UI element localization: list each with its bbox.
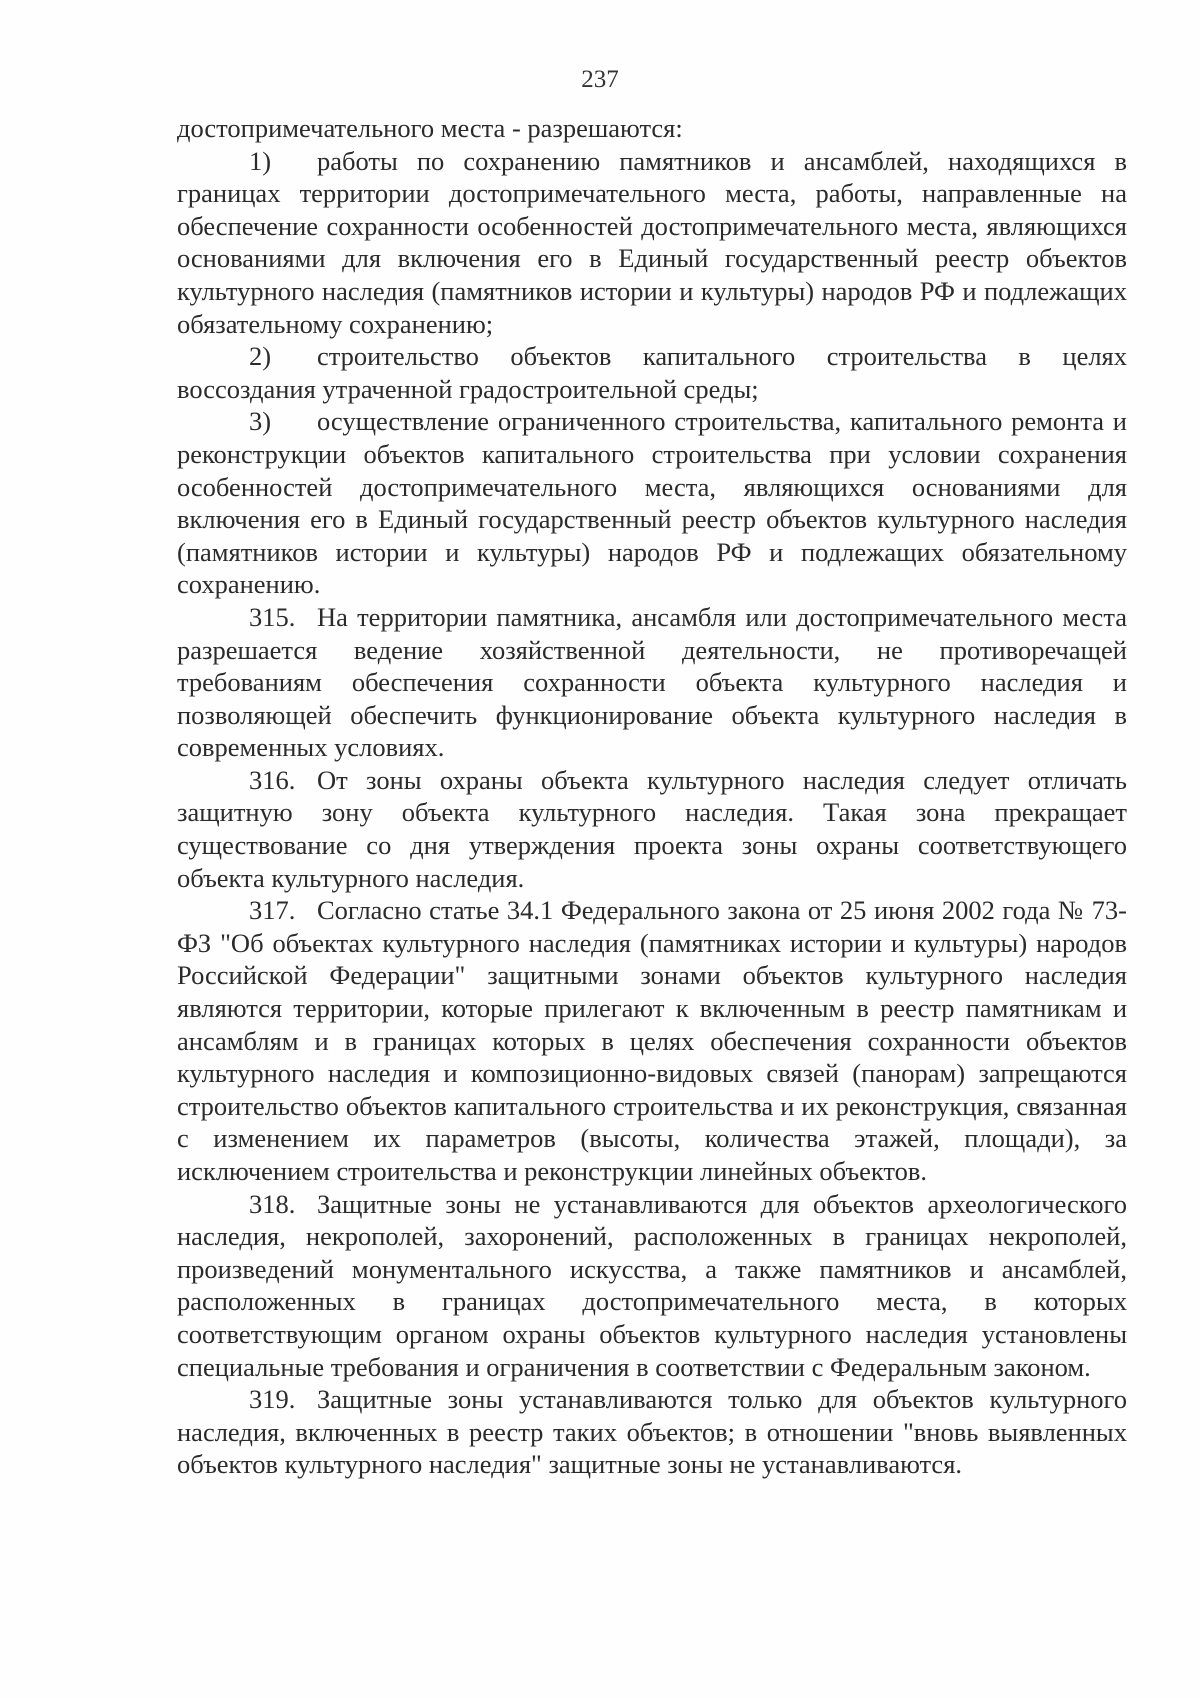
clause-paragraph bbox=[177, 1383, 1127, 1481]
list-item-text: строительство объектов капитального строительства в целях воссоздания утраченной градостроительной среды; bbox=[177, 341, 1127, 404]
list-item-number: 1) bbox=[249, 145, 272, 176]
clause-number: 315. bbox=[249, 601, 296, 632]
clause-paragraph bbox=[177, 601, 1127, 764]
clause-paragraph bbox=[177, 894, 1127, 1187]
list-item-text: осуществление ограниченного строительства, капитального ремонта и реконструкции объектов капитального строительства при условии сохранения особенностей достопримечательного места, являющихся основаниями для включения его в Единый государственный реестр объектов культурного наследия (памятников истории и культуры) народов РФ и подлежащих обязательному сохранению. bbox=[177, 406, 1127, 600]
clause-text: От зоны охраны объекта культурного наследия следует отличать защитную зону объекта культурного наследия. Такая зона прекращает существование со дня утверждения проекта зоны охраны соответствующего объекта культурного наследия. bbox=[177, 764, 1127, 893]
list-item-number: 3) bbox=[249, 406, 272, 437]
clause-paragraph bbox=[177, 764, 1127, 894]
list-item bbox=[177, 405, 1127, 601]
list-item bbox=[177, 340, 1127, 405]
clause-paragraph bbox=[177, 1188, 1127, 1384]
document-body bbox=[177, 112, 1127, 1481]
clause-text: Согласно статье 34.1 Федерального закона от 25 июня 2002 года № 73-ФЗ "Об объектах культурного наследия (памятниках истории и культуры) народов Российской Федерации" защитными зонами объектов культурного наследия являются территории, которые прилегают к включенным в реестр памятникам и ансамблям и в границах которых в целях обеспечения сохранности объектов культурного наследия и композиционно-видовых связей (панорам) запрещаются строительство объектов капитального строительства и их реконструкция, связанная с изменением их параметров (высоты, количества этажей, площади), за исключением строительства и реконструкции линейных объектов. bbox=[177, 895, 1127, 1186]
intro-paragraph: достопримечательного места - разрешаются: bbox=[177, 113, 683, 143]
clause-text: Защитные зоны не устанавливаются для объектов археологического наследия, некрополей, захоронений, расположенных в границах некрополей, произведений монументального искусства, а также памятников и ансамблей, расположенных в границах достопримечательного места, в которых соответствующим органом охраны объектов культурного наследия установлены специальные требования и ограничения в соответствии с Федеральным законом. bbox=[177, 1188, 1127, 1382]
list-item-number: 2) bbox=[249, 341, 272, 372]
clause-text: На территории памятника, ансамбля или достопримечательного места разрешается ведение хозяйственной деятельности, не противоречащей требованиям обеспечения сохранности объекта культурного наследия и позволяющей обеспечить функционирование объекта культурного наследия в современных условиях. bbox=[177, 601, 1127, 763]
clause-number: 317. bbox=[249, 895, 296, 926]
clause-number: 319. bbox=[249, 1384, 296, 1415]
clause-number: 316. bbox=[249, 764, 296, 795]
clause-number: 318. bbox=[249, 1188, 296, 1219]
list-item bbox=[177, 145, 1127, 341]
list-item-text: работы по сохранению памятников и ансамблей, находящихся в границах территории достопримечательного места, работы, направленные на обеспечение сохранности особенностей достопримечательного места, являющихся основаниями для включения его в Единый государственный реестр объектов культурного наследия (памятников истории и культуры) народов РФ и подлежащих обязательному сохранению; bbox=[177, 145, 1127, 339]
page-number: 237 bbox=[581, 66, 619, 93]
clause-text: Защитные зоны устанавливаются только для объектов культурного наследия, включенных в реестр таких объектов; в отношении "вновь выявленных объектов культурного наследия" защитные зоны не устанавливаются. bbox=[177, 1384, 1127, 1480]
